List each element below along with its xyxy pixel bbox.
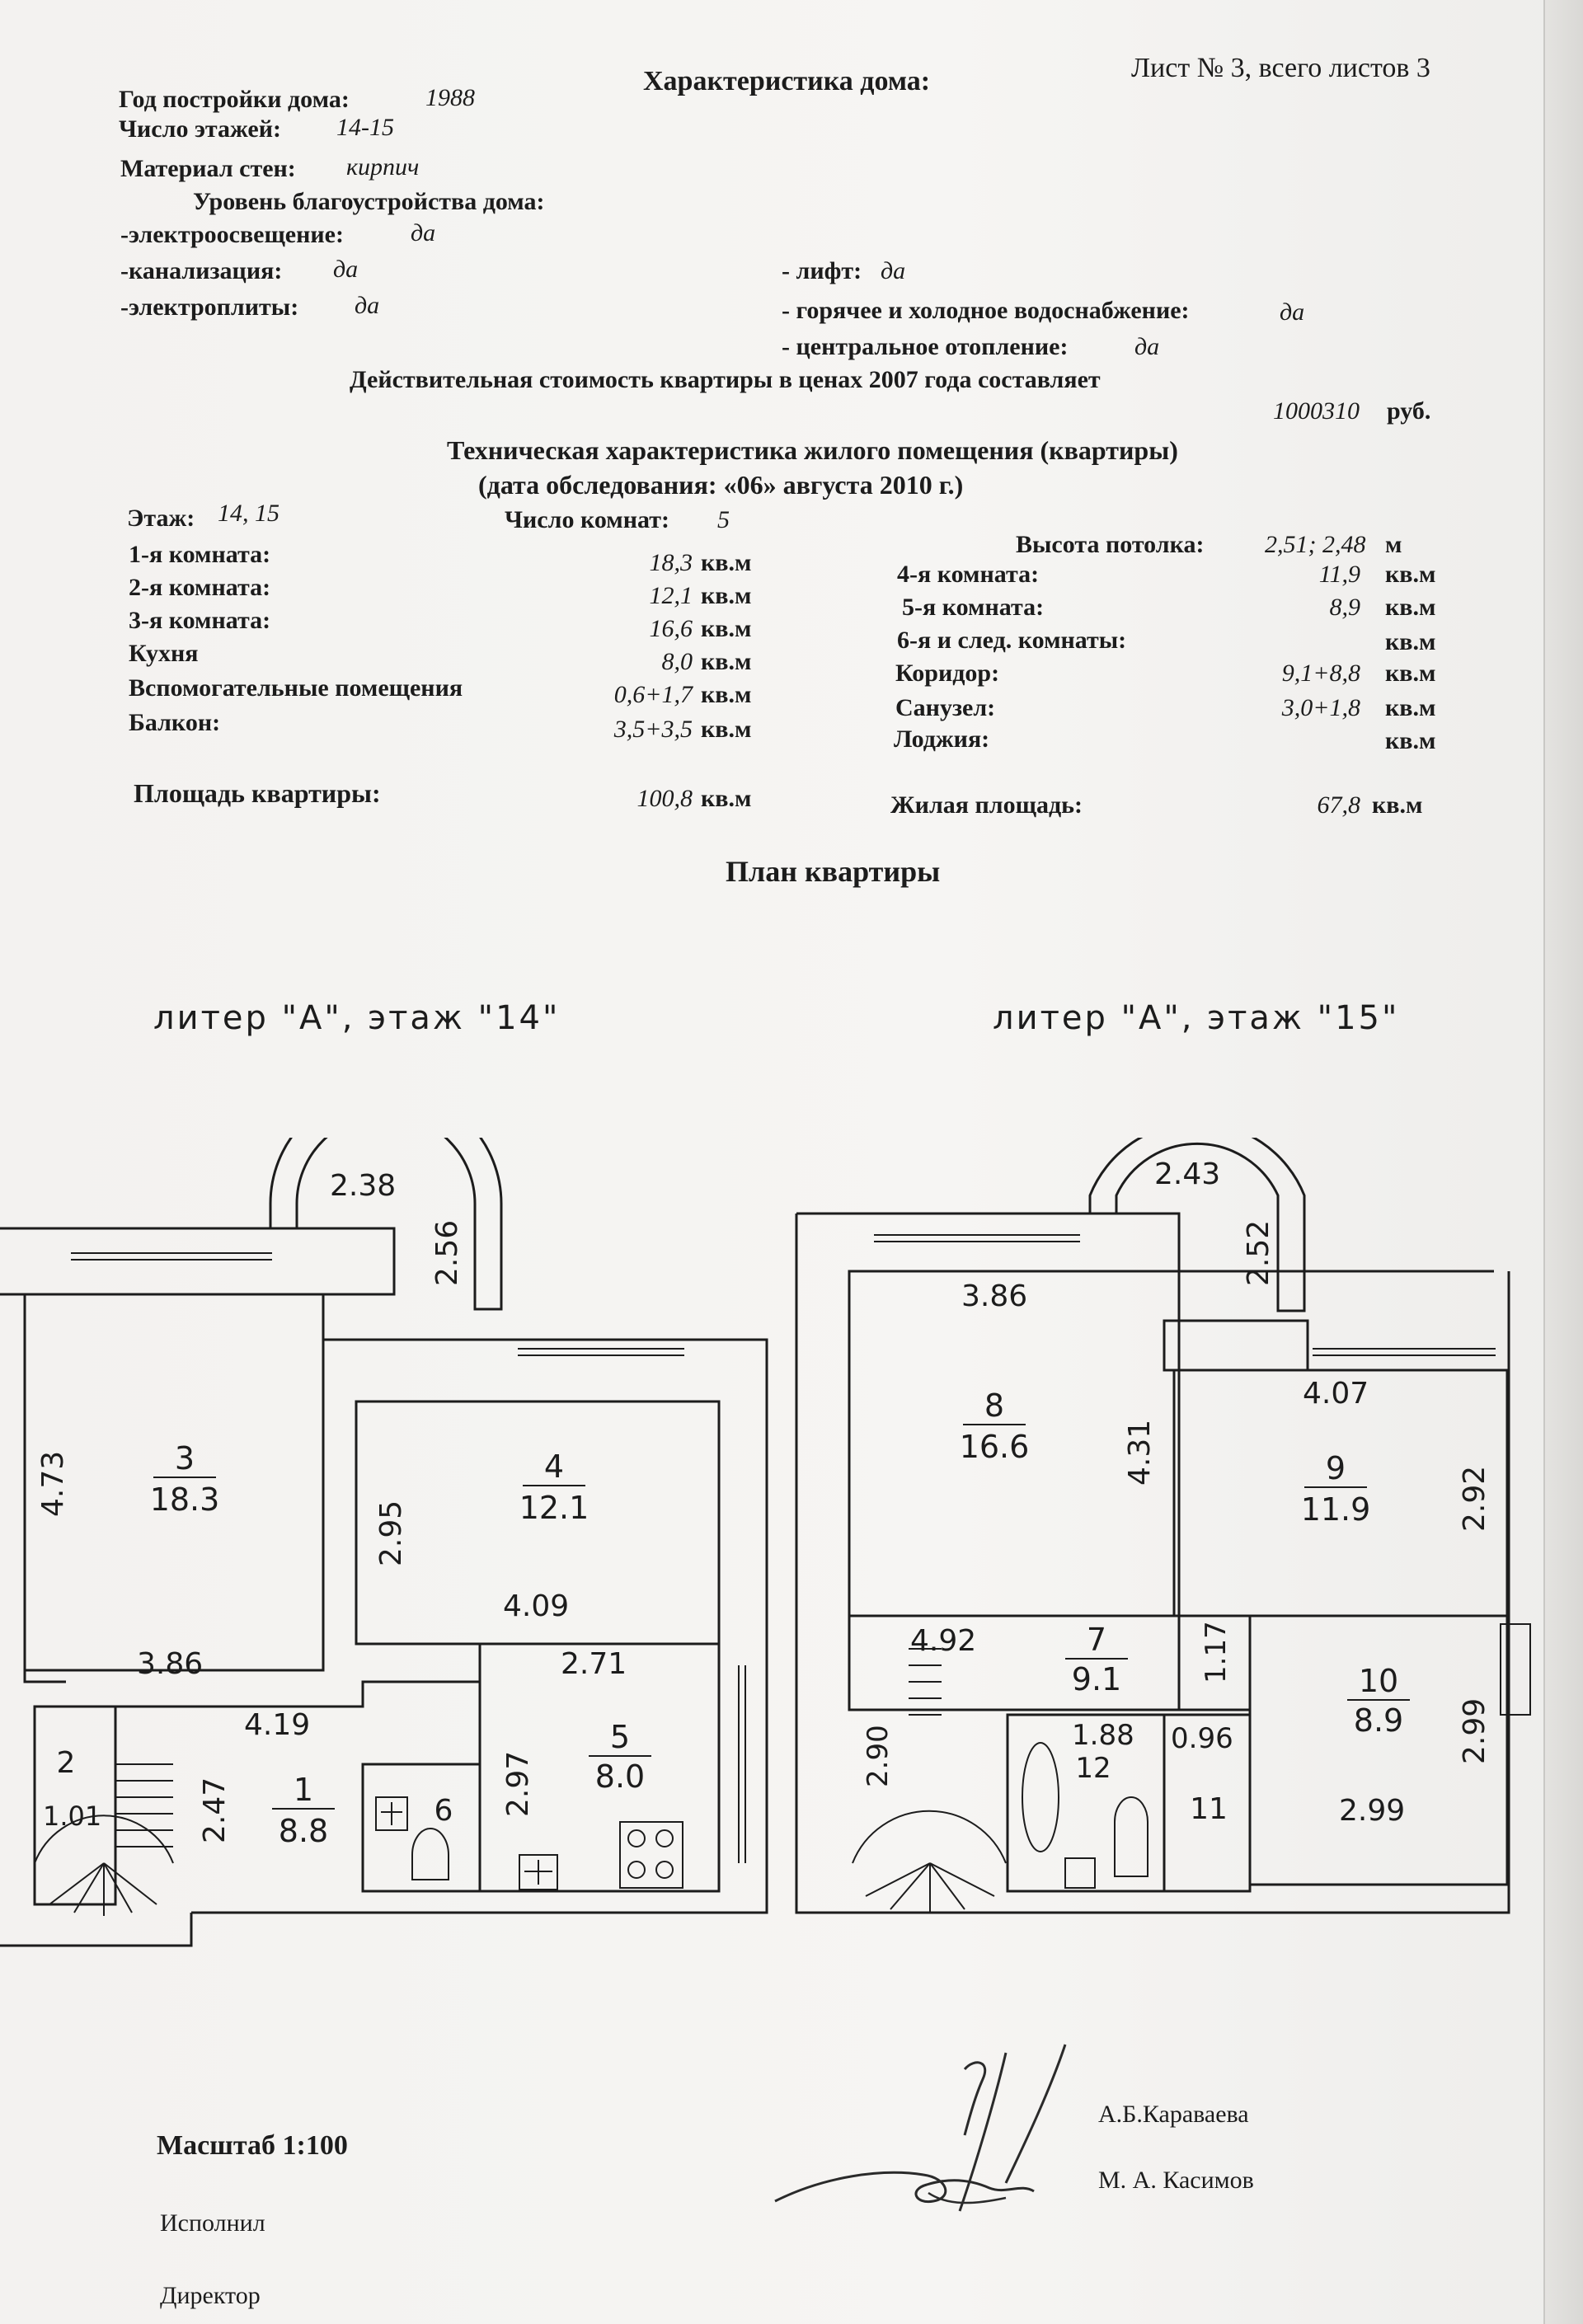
right-unit-1: кв.м [1385,594,1436,621]
right-value-1: 8,9 [1329,594,1360,621]
floor15-balcony-door [1501,1624,1530,1715]
left-unit-2: кв.м [701,615,752,642]
room-number: 4 [543,1448,565,1485]
floor14-stairs [35,1764,173,1916]
right-label-1: 5-я комната: [902,594,1045,621]
living-unit: кв.м [1372,791,1423,819]
floor15-dim: 2.52 [1242,1219,1275,1286]
lift-label: - лифт: [782,257,862,284]
left-value-0: 18,3 [649,549,693,576]
scale-label: Масштаб 1:100 [157,2130,348,2161]
floor15-dim: 2.99 [1339,1794,1406,1828]
right-label-2: 6-я и след. комнаты: [897,627,1127,654]
amenities-title: Уровень благоустройства дома: [193,188,545,215]
bathtub-icon [1022,1743,1059,1852]
water-value: да [1280,298,1305,326]
floor15-dim: 4.31 [1123,1419,1157,1486]
right-label-0: 4-я комната: [897,561,1040,588]
floor14-dim: 2.47 [198,1777,232,1843]
left-unit-4: кв.м [701,681,752,708]
left-value-4: 0,6+1,7 [613,681,693,708]
floor14-dim: 4.19 [244,1708,311,1742]
stoves-value: да [355,292,380,319]
right-unit-2: кв.м [1385,628,1436,655]
floor15-label: литер "A", этаж "15" [993,999,1400,1037]
right-label-5: Лоджия: [894,725,990,753]
floors-label: Число этажей: [119,115,281,143]
floor-value: 14, 15 [218,500,279,527]
room-number: 12 [1075,1752,1111,1785]
floor15-dim: 4.07 [1303,1377,1369,1411]
tech-date: (дата обследования: «06» августа 2010 г.) [478,470,964,500]
floor14-top-wall [0,1228,394,1294]
floor14-label: литер "A", этаж "14" [153,999,561,1037]
right-unit-4: кв.м [1385,694,1436,721]
total-value: 100,8 [636,785,693,812]
stove-icon [620,1822,683,1888]
floor15-dim: 1.17 [1200,1621,1233,1683]
heating-label: - центральное отопление: [782,333,1069,360]
material-label: Материал стен: [120,155,296,182]
left-label-0: 1-я комната: [129,541,271,568]
total-label: Площадь квартиры: [134,778,381,808]
sewer-label: -канализация: [120,257,283,284]
floor-plans [0,1138,1583,1979]
floor15-dim: 2.43 [1154,1157,1221,1191]
left-unit-1: кв.м [701,582,752,609]
sewer-value: да [333,256,359,283]
toilet-icon [412,1829,449,1880]
cost-value: 1000310 [1273,397,1360,425]
living-value: 67,8 [1317,791,1360,819]
room-area: 9.1 [1071,1661,1122,1697]
floor15-dim: 1.88 [1072,1719,1134,1752]
left-value-1: 12,1 [649,582,693,609]
floor14-dim: 2.38 [330,1169,397,1203]
right-value-4: 3,0+1,8 [1281,694,1360,721]
floor15-dim: 4.92 [910,1624,977,1658]
floor15-plan [796,1138,1530,1913]
water-label: - горячее и холодное водоснабжение: [782,297,1190,324]
room-area: 8.9 [1353,1702,1404,1739]
height-value: 2,51; 2,48 [1265,531,1366,558]
room-area: 8.8 [278,1813,329,1849]
room-number: 3 [174,1440,195,1477]
plan-title: План квартиры [726,855,941,888]
signer-name-2: М. А. Касимов [1098,2167,1254,2194]
sheet-label: Лист № 3, всего листов 3 [1131,53,1430,83]
room-number: 11 [1190,1792,1228,1826]
left-unit-0: кв.м [701,549,752,576]
right-value-3: 9,1+8,8 [1281,660,1360,687]
floor14-dim: 2.56 [430,1219,464,1286]
right-value-0: 11,9 [1318,561,1360,588]
room-number: 1 [293,1772,314,1808]
room-number: 6 [434,1794,453,1828]
year-value: 1988 [425,84,475,111]
right-unit-5: кв.м [1385,727,1436,754]
left-value-5: 3,5+3,5 [613,716,693,743]
floor14-dim: 4.73 [36,1450,70,1517]
handwritten-signature [759,2036,1105,2226]
cost-label: Действительная стоимость квартиры в ценах 2007 года составляет [350,366,1101,393]
year-label: Год постройки дома: [119,86,350,113]
room-number: 9 [1325,1450,1346,1486]
left-unit-3: кв.м [701,648,752,675]
room-area: 12.1 [519,1490,590,1526]
heating-value: да [1134,333,1160,360]
floor14-dim: 1.01 [43,1801,102,1832]
stoves-label: -электроплиты: [120,293,299,321]
floor14-plan [0,1138,767,1946]
floor14-dim: 2.95 [374,1500,408,1566]
room-7-walls [849,1616,1250,1710]
floor14-corridor-wall [115,1682,480,1707]
director-label: Директор [160,2282,261,2309]
tech-title: Техническая характеристика жилого помещения (квартиры) [447,435,1178,465]
toilet-icon [1115,1797,1148,1876]
floor15-dim: 0.96 [1171,1722,1233,1755]
signer-name-1: А.Б.Караваева [1098,2101,1249,2128]
rooms-value: 5 [717,506,730,533]
floor14-dim: 3.86 [137,1647,204,1681]
floor14-dim: 2.71 [561,1647,627,1681]
floors-value: 14-15 [336,114,394,141]
lift-value: да [881,257,906,284]
left-unit-5: кв.м [701,716,752,743]
right-unit-3: кв.м [1385,660,1436,687]
left-value-2: 16,6 [649,615,693,642]
material-value: кирпич [346,153,420,181]
floor14-balcony [270,1138,501,1309]
room-number: 5 [609,1719,631,1755]
room-number: 10 [1358,1663,1399,1699]
right-unit-0: кв.м [1385,561,1436,588]
floor15-dim: 2.92 [1458,1465,1491,1532]
floor15-dim: 3.86 [961,1279,1028,1313]
room-8-walls [849,1271,1179,1710]
left-label-5: Балкон: [129,709,221,736]
room-6-walls [363,1764,480,1891]
room-area: 16.6 [959,1429,1030,1465]
room-number: 7 [1086,1622,1107,1658]
rooms-label: Число комнат: [505,506,669,533]
total-unit: кв.м [701,785,752,812]
floor14-dim: 4.09 [503,1589,570,1623]
left-value-3: 8,0 [661,648,693,675]
room-area: 11.9 [1300,1491,1371,1528]
left-label-4: Вспомогательные помещения [129,674,463,702]
right-label-4: Санузел: [895,694,996,721]
left-label-1: 2-я комната: [129,574,271,601]
electric-label: -электроосвещение: [120,221,344,248]
height-label: Высота потолка: [1016,531,1205,558]
room-number: 2 [56,1746,76,1780]
performed-label: Исполнил [160,2209,265,2237]
height-unit: м [1385,531,1402,558]
floor14-right-wall [25,1294,767,1913]
room-area: 8.0 [594,1758,646,1795]
floor-label: Этаж: [127,505,195,532]
living-label: Жилая площадь: [890,791,1083,819]
floor15-dim: 2.99 [1458,1697,1491,1764]
room-area: 18.3 [149,1481,220,1518]
floor15-dim: 2.90 [862,1725,895,1787]
washbasin-icon [1065,1858,1095,1888]
cost-unit: руб. [1387,397,1431,425]
right-label-3: Коридор: [895,660,1000,687]
room-number: 8 [984,1387,1005,1424]
floor14-dim: 2.97 [501,1750,535,1817]
electric-value: да [411,219,436,246]
page-title: Характеристика дома: [643,66,931,96]
left-label-2: 3-я комната: [129,607,271,634]
left-label-3: Кухня [129,640,199,667]
